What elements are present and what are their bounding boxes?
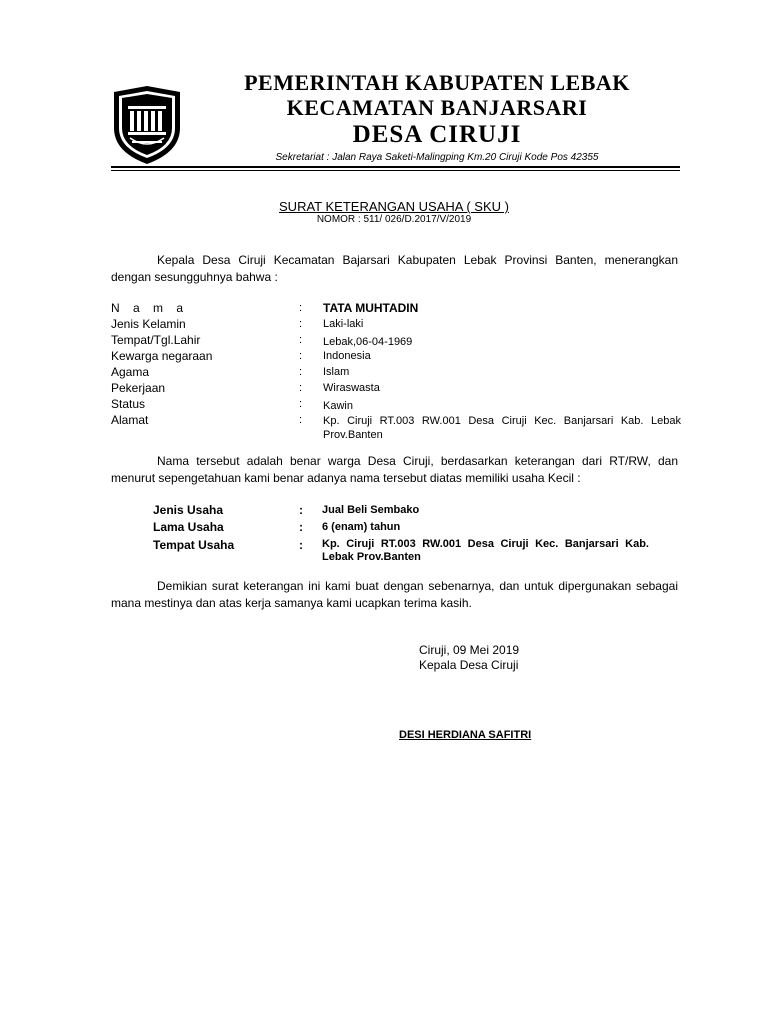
closing-paragraph: Demikian surat keterangan ini kami buat dengan sebenarnya, dan untuk dipergunakan sebagai mana mestinya dan atas kerja samanya kami ucapkan terima kasih. <box>111 579 678 610</box>
letterhead-divider <box>111 166 680 168</box>
separator-colon: : <box>299 382 303 394</box>
separator-colon: : <box>299 334 303 346</box>
separator-colon: : <box>299 414 303 426</box>
separator-colon: : <box>299 538 303 552</box>
business-label: Tempat Usaha <box>153 538 235 552</box>
separator-colon: : <box>299 503 303 517</box>
identity-value: Kp. Ciruji RT.003 RW.001 Desa Ciruji Kec. Banjarsari Kab. Lebak Prov.Banten <box>323 415 681 441</box>
separator-colon: : <box>299 520 303 534</box>
separator-colon: : <box>299 398 303 410</box>
letterhead-divider-thin <box>111 170 680 171</box>
statement-paragraph: Nama tersebut adalah benar warga Desa Ciruji, berdasarkan keterangan dari RT/RW, dan menurut sepengetahuan kami benar adanya nama tersebut diatas memiliki usaha Kecil : <box>111 454 678 485</box>
intro-paragraph: Kepala Desa Ciruji Kecamatan Bajarsari Kabupaten Lebak Provinsi Banten, menerangkan dengan sesungguhnya bahwa : <box>111 253 678 284</box>
district-name: KECAMATAN BANJARSARI <box>286 95 588 120</box>
identity-label: N a m a <box>111 301 189 315</box>
identity-label: Pekerjaan <box>111 381 166 395</box>
letter-title: SURAT KETERANGAN USAHA ( SKU ) <box>279 199 509 214</box>
letterhead-text <box>194 70 680 163</box>
identity-value: Kawin <box>323 400 353 412</box>
identity-value: Indonesia <box>323 350 371 362</box>
signature-place-date: Ciruji, 09 Mei 2019 <box>419 643 520 657</box>
signatory-name: DESI HERDIANA SAFITRI <box>399 729 532 741</box>
secretariat-address: Sekretariat : Jalan Raya Saketi-Malingping Km.20 Ciruji Kode Pos 42355 <box>275 152 599 163</box>
identity-value: Wiraswasta <box>323 382 380 394</box>
business-label: Lama Usaha <box>153 520 224 534</box>
separator-colon: : <box>299 366 303 378</box>
identity-label: Agama <box>111 365 150 379</box>
identity-label: Tempat/Tgl.Lahir <box>111 333 201 347</box>
identity-value: Islam <box>323 366 350 378</box>
village-name: DESA CIRUJI <box>352 121 522 148</box>
signature-position: Kepala Desa Ciruji <box>419 658 519 672</box>
business-label: Jenis Usaha <box>153 503 224 517</box>
identity-label: Status <box>111 397 146 411</box>
government-name: PEMERINTAH KABUPATEN LEBAK <box>244 70 630 95</box>
letterhead <box>110 70 680 170</box>
business-value: 6 (enam) tahun <box>322 521 401 533</box>
letter-number: NOMOR : 511/ 026/D.2017/V/2019 <box>316 214 472 225</box>
business-value: Kp. Ciruji RT.003 RW.001 Desa Ciruji Kec. Banjarsari Kab. Lebak Prov.Banten <box>322 538 649 563</box>
business-value: Jual Beli Sembako <box>322 504 420 516</box>
separator-colon: : <box>299 318 303 330</box>
separator-colon: : <box>299 350 303 362</box>
separator-colon: : <box>299 302 303 314</box>
identity-label: Alamat <box>111 413 149 427</box>
identity-value: Laki-laki <box>323 318 364 330</box>
identity-value: TATA MUHTADIN <box>323 301 419 315</box>
identity-label: Kewarga negaraan <box>111 349 213 363</box>
kabupaten-lebak-emblem-icon <box>110 84 184 166</box>
identity-value: Lebak,06-04-1969 <box>323 336 413 348</box>
identity-label: Jenis Kelamin <box>111 317 186 331</box>
